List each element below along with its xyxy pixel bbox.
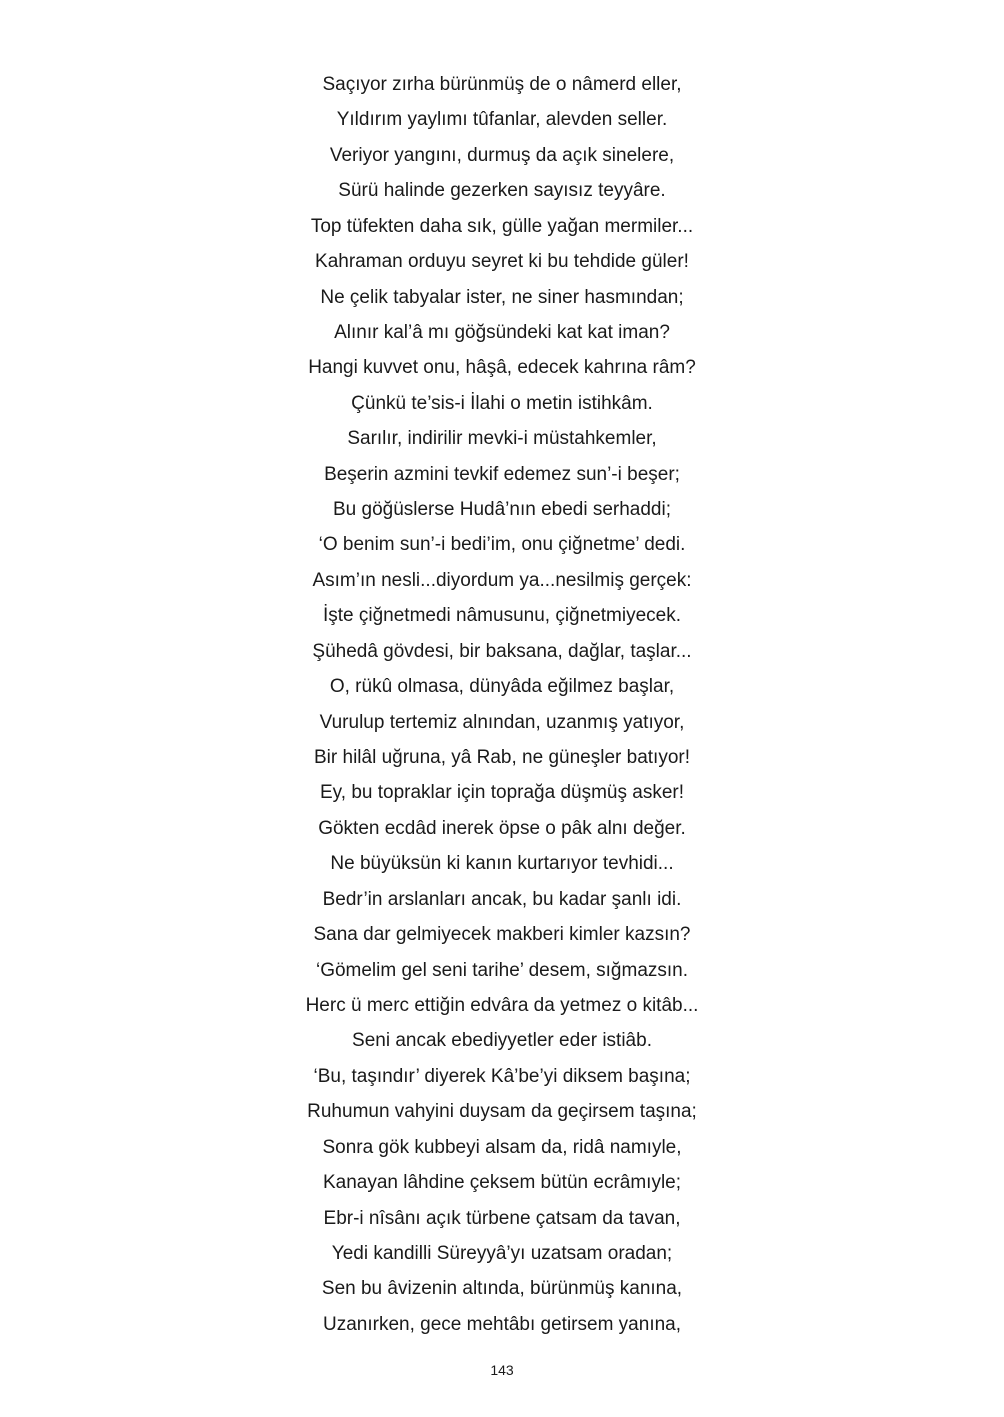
poem-line: Yedi kandilli Süreyyâ’yı uzatsam oradan; [331, 1242, 673, 1264]
page-number: 143 [490, 1362, 514, 1378]
poem-line: Herc ü merc ettiğin edvâra da yetmez o kitâb... [305, 994, 699, 1016]
poem-line: Bedr’in arslanları ancak, bu kadar şanlı idi. [322, 888, 682, 910]
poem-line: ‘Bu, taşındır’ diyerek Kâ’be’yi diksem başına; [313, 1065, 691, 1087]
poem-line: Saçıyor zırha bürünmüş de o nâmerd eller, [322, 74, 682, 95]
poem-line: Kanayan lâhdine çeksem bütün ecrâmıyle; [322, 1172, 682, 1194]
poem-text [0, 67, 1004, 1342]
poem-line: O, rükû olmasa, dünyâda eğilmez başlar, [329, 676, 675, 698]
poem-line: Sana dar gelmiyecek makberi kimler kazsın? [313, 924, 691, 946]
poem-line: Ebr-i nîsânı açık türbene çatsam da tavan, [323, 1207, 681, 1229]
poem-line: Bu göğüslerse Hudâ’nın ebedi serhaddi; [332, 499, 671, 521]
poem-line: Top tüfekten daha sık, gülle yağan mermiler... [310, 215, 694, 237]
poem-line: Ne büyüksün ki kanın kurtarıyor tevhidi... [330, 853, 674, 875]
poem-line: Seni ancak ebediyyetler eder istiâb. [352, 1030, 652, 1052]
poem-line: Ruhumun vahyini duysam da geçirsem taşına; [307, 1101, 697, 1123]
poem-line: Sarılır, indirilir mevki-i müstahkemler, [347, 428, 657, 450]
poem-line: Sen bu âvizenin altında, bürünmüş kanına, [321, 1278, 683, 1300]
poem-line: İşte çiğnetmedi nâmusunu, çiğnetmiyecek. [322, 605, 681, 627]
poem-line: Ey, bu topraklar için toprağa düşmüş asker! [320, 782, 684, 804]
poem-line: Uzanırken, gece mehtâbı getirsem yanına, [322, 1313, 682, 1335]
poem-line: Bir hilâl uğruna, yâ Rab, ne güneşler batıyor! [314, 747, 690, 769]
poem-line: Alınır kal’â mı göğsündeki kat kat iman? [334, 321, 670, 343]
poem-line: Şühedâ gövdesi, bir baksana, dağlar, taşlar... [312, 640, 692, 662]
poem-line: ‘O benim sun’-i bedi’im, onu çiğnetme’ dedi. [318, 534, 686, 556]
poem-line: Veriyor yangını, durmuş da açık sinelere, [329, 144, 675, 166]
poem-line: Kahraman orduyu seyret ki bu tehdide güler! [315, 251, 689, 273]
poem-line: Beşerin azmini tevkif edemez sun’-i beşer; [324, 463, 680, 485]
poem-line: Asım’ın nesli...diyordum ya...nesilmiş gerçek: [312, 569, 692, 591]
poem-line: Sürü halinde gezerken sayısız teyyâre. [338, 180, 666, 202]
poem-line: Vurulup tertemiz alnından, uzanmış yatıyor, [319, 711, 685, 733]
poem-line: Sonra gök kubbeyi alsam da, ridâ namıyle, [322, 1136, 682, 1158]
poem-line: Gökten ecdâd inerek öpse o pâk alnı değer. [318, 817, 686, 839]
poem-line: ‘Gömelim gel seni tarihe’ desem, sığmazsın. [315, 959, 689, 981]
poem-line: Ne çelik tabyalar ister, ne siner hasmından; [320, 286, 684, 308]
poem-line: Çünkü te’sis-i İlahi o metin istihkâm. [351, 392, 653, 414]
poem-line: Hangi kuvvet onu, hâşâ, edecek kahrına râm? [308, 357, 696, 379]
poem-line: Yıldırım yaylımı tûfanlar, alevden seller. [336, 109, 668, 131]
